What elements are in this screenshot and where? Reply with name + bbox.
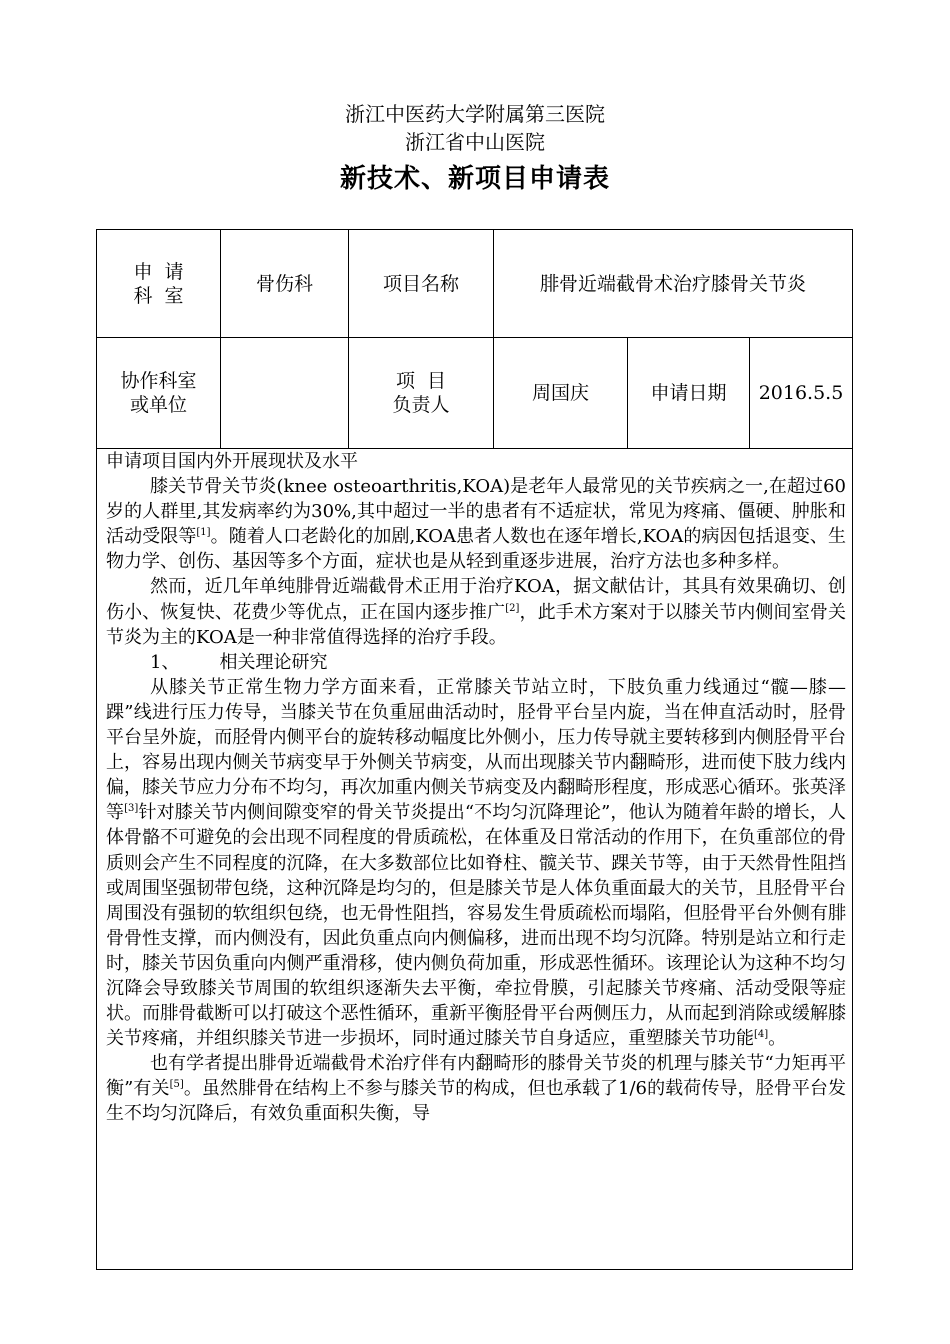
leader-value: 周国庆: [531, 382, 589, 404]
hospital-name-line2: 浙江省中山医院: [405, 130, 545, 154]
dept-value: 骨伤科: [255, 272, 313, 295]
hospital-name-line1: 浙江中医药大学附属第三医院: [345, 102, 605, 126]
coop-value-cell: [221, 338, 348, 448]
section-title: 申请项目国内外开展现状及水平: [106, 451, 358, 472]
project-name-value: 腓骨近端截骨术治疗膝骨关节炎: [539, 272, 806, 295]
project-name-value-cell: [494, 230, 852, 337]
dept-label-line1: 申 请: [133, 260, 184, 283]
leader-value-cell: [494, 338, 627, 448]
form-title: 新技术、新项目申请表: [339, 164, 610, 194]
dept-value-cell: [221, 230, 348, 337]
citation-5: [5]: [169, 1079, 184, 1091]
subsection-number: 1、: [150, 651, 180, 673]
status-and-level-section: [106, 449, 846, 1127]
p4-text-b: 。虽然腓骨在结构上不参与膝关节的构成，但也承载了1/6的载荷传导，胫骨平台发生不均匀沉降后，有效负重面积失衡，导: [106, 1078, 847, 1125]
p3-text-c: 。: [768, 1028, 787, 1050]
subsection-title: 相关理论研究: [219, 651, 328, 673]
citation-3: [3]: [124, 803, 139, 815]
p1-text-a: 膝关节骨关节炎(knee osteoarthritis,KOA)是老年人最常见的关节疾病之一,在超过60岁的人群里,其发病率约为30%,其中超过一半的患者有不适症状，常见为疼痛、僵硬、肿胀和活动受限等: [106, 476, 846, 548]
date-value: 2016.5.5: [758, 382, 844, 404]
p1-text-b: 。随着人口老龄化的加剧,KOA患者人数也在逐年增长,KOA的病因包括退变、生物力学、创伤、基因等多个方面，症状也是从轻到重逐步进展，治疗方法也多种多样。: [106, 526, 846, 573]
dept-label-cell: [97, 230, 220, 337]
project-name-label-cell: [349, 230, 493, 337]
date-label-cell: [628, 338, 749, 448]
coop-label-line1: 协作科室: [120, 370, 197, 392]
dept-label-line2: 科 室: [133, 284, 184, 307]
p3-text-b: 针对膝关节内侧间隙变窄的骨关节炎提出“不均匀沉降理论”，他认为随着年龄的增长，人体骨骼不可避免的会出现不同程度的骨质疏松，在体重及日常活动的作用下，在负重部位的骨质则会产生不同程度的沉降，在大多数部位比如脊柱、髋关节、踝关节等，由于天然骨性阻挡或周围坚强韧带包绕，这种沉降是均匀的，但是膝关节是人体负重面最大的关节，且胫骨平台周围没有强韧的软组织包绕，也无骨性阻挡，容易发生骨质疏松而塌陷，但胫骨平台外侧有腓骨骨性支撑，而内侧没有，因此负重点向内侧偏移，进而出现不均匀沉降。特别是站立和行走时，膝关节因负重向内侧严重滑移，使内侧负荷加重，形成恶性循环。该理论认为这种不均匀沉降会导致膝关节周围的软组织逐渐失去平衡，牵拉骨膜，引起膝关节疼痛、活动受限等症状。而腓骨截断可以打破这个恶性循环，重新平衡胫骨平台两侧压力，从而起到消除或缓解膝关节疼痛，并组织膝关节进一步损坏，同时通过膝关节自身适应，重塑膝关节功能: [106, 802, 847, 1050]
citation-4: [4]: [754, 1029, 769, 1041]
coop-label-line2: 或单位: [129, 394, 187, 416]
paragraph-2: [106, 574, 846, 649]
date-label: 申请日期: [650, 382, 727, 404]
project-name-label: 项目名称: [382, 272, 459, 295]
p3-text-a: 从膝关节正常生物力学方面来看，正常膝关节站立时，下肢负重力线通过“髋—膝—踝”线进行压力传导，当膝关节在负重屈曲活动时，胫骨平台呈内旋，当在伸直活动时，胫骨平台呈外旋，而胫骨内侧平台的旋转移动幅度比外侧小，压力传导就主要转移到内侧胫骨平台上，容易出现内侧关节病变早于外侧关节病变，从而出现膝关节内翻畸形，进而使下肢力线内偏，膝关节应力分布不均匀，再次加重内侧关节病变及内翻畸形程度，形成恶心循环。张英泽等: [106, 676, 846, 824]
citation-1: [1]: [196, 527, 211, 539]
paragraph-3: [106, 675, 846, 1051]
paragraph-4: [106, 1051, 846, 1126]
subsection-heading: [106, 650, 846, 675]
paragraph-1: [106, 474, 846, 574]
leader-label-line1: 项 目: [395, 370, 447, 392]
leader-label-line2: 负责人: [392, 394, 450, 416]
p2-text-a: 然而，近几年单纯腓骨近端截骨术正用于治疗KOA，据文献估计，其具有效果确切、创伤小、恢复快、花费少等优点，正在国内逐步推广: [106, 576, 846, 623]
p2-text-b: ，此手术方案对于以膝关节内侧间室骨关节炎为主的KOA是一种非常值得选择的治疗手段。: [106, 601, 846, 648]
p4-text-a: 也有学者提出腓骨近端截骨术治疗伴有内翻畸形的膝骨关节炎的机理与膝关节“力矩再平衡”有关: [106, 1053, 846, 1100]
leader-label-cell: [349, 338, 493, 448]
coop-label-cell: [97, 338, 220, 448]
date-value-cell: [750, 338, 852, 448]
citation-2: [2]: [505, 602, 520, 614]
